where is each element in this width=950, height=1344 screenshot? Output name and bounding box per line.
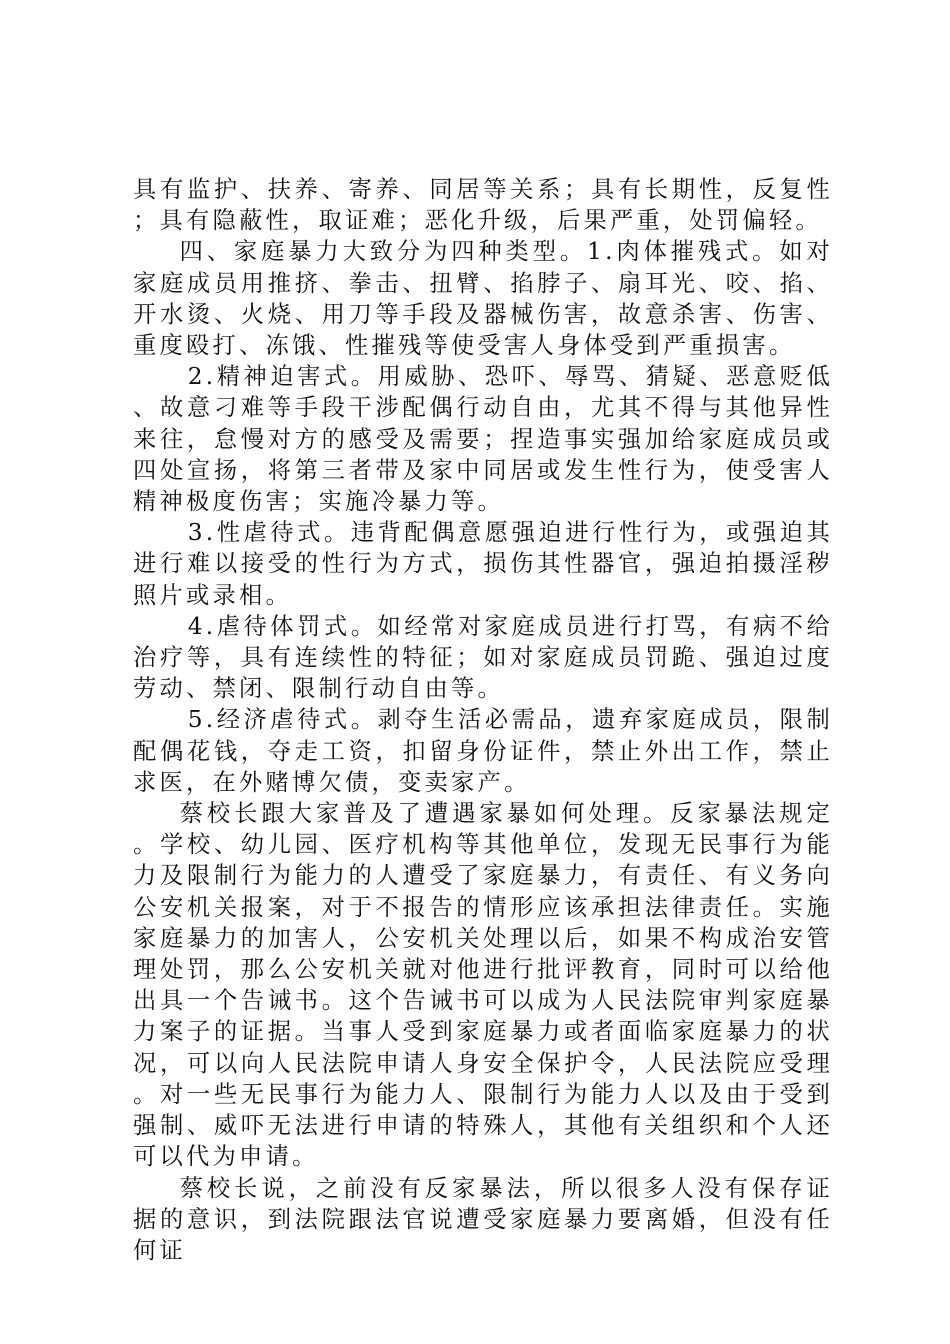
document-body [133, 174, 833, 1266]
paragraph-sexual-abuse: 3.性虐待式。违背配偶意愿强迫进行性行为，或强迫其进行难以接受的性行为方式，损伤其性器官，强迫拍摄淫秽照片或录相。 [133, 519, 833, 609]
paragraph-violence-types: 四、家庭暴力大致分为四种类型。1.肉体摧残式。如对家庭成员用推挤、拳击、扭臂、掐脖子、扇耳光、咬、掐、开水烫、火烧、用刀等手段及器械伤害，故意杀害、伤害、重度殴打、冻饿、性摧残等使受害人身体受到严重损害。 [133, 238, 833, 360]
paragraph-handling-guidance: 蔡校长跟大家普及了遭遇家暴如何处理。反家暴法规定。学校、幼儿园、医疗机构等其他单位，发现无民事行为能力及限制行为能力的人遭受了家庭暴力，有责任、有义务向公安机关报案，对于不报告的情形应该承担法律责任。实施家庭暴力的加害人，公安机关处理以后，如果不构成治安管理处罚，那么公安机关就对他进行批评教育，同时可以给他出具一个告诫书。这个告诫书可以成为人民法院审判家庭暴力案子的证据。当事人受到家庭暴力或者面临家庭暴力的状况，可以向人民法院申请人身安全保护令，人民法院应受理。对一些无民事行为能力人、限制行为能力人以及由于受到强制、威吓无法进行申请的特殊人，其他有关组织和个人还可以代为申请。 [133, 800, 833, 1171]
paragraph-economic-abuse: 5.经济虐待式。剥夺生活必需品，遗弃家庭成员，限制配偶花钱，夺走工资，扣留身份证件，禁止外出工作，禁止求医，在外赌博欠债，变卖家产。 [133, 706, 833, 796]
paragraph-physical-punishment: 4.虐待体罚式。如经常对家庭成员进行打骂，有病不给治疗等，具有连续性的特征；如对家庭成员罚跪、强迫过度劳动、禁闭、限制行动自由等。 [133, 612, 833, 703]
paragraph-evidence: 蔡校长说，之前没有反家暴法，所以很多人没有保存证据的意识，到法院跟法官说遭受家庭暴力要离婚，但没有任何证 [133, 1174, 833, 1264]
paragraph-mental-abuse: 2.精神迫害式。用威胁、恐吓、辱骂、猜疑、恶意贬低、故意刁难等手段干涉配偶行动自由，尤其不得与其他异性来往，怠慢对方的感受及需要；捏造事实强加给家庭成员或四处宣扬，将第三者带及家中同居或发生性行为，使受害人精神极度伤害；实施冷暴力等。 [133, 363, 833, 516]
paragraph-continuation: 具有监护、扶养、寄养、同居等关系；具有长期性，反复性；具有隐蔽性，取证难；恶化升级，后果严重，处罚偏轻。 [133, 176, 833, 235]
